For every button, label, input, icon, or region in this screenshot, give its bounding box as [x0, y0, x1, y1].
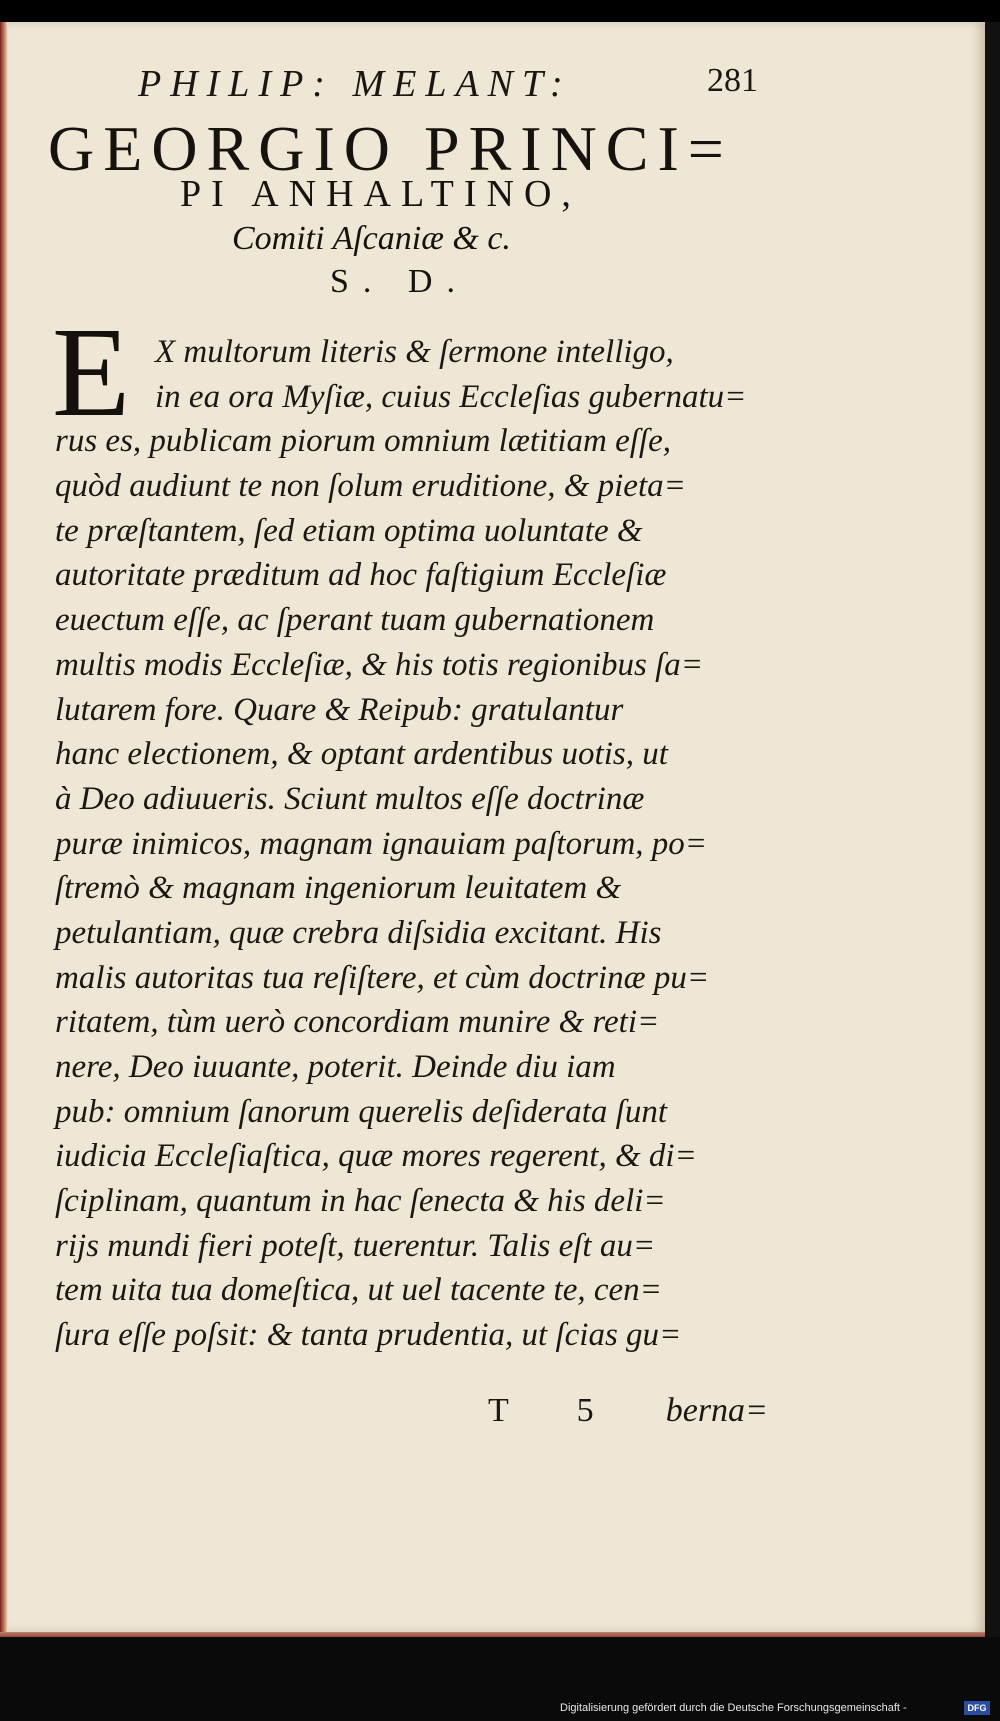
digitization-credit: Digitalisierung gefördert durch die Deutsche Forschungsgemeinschaft - [560, 1702, 907, 1714]
body-line: pub: omnium ſanorum querelis deſiderata ſunt [55, 1093, 667, 1130]
body-line: ſciplinam, quantum in hac ſenecta & his deli= [55, 1183, 666, 1220]
body-line: tem uita tua domeſtica, ut uel tacente te, cen= [55, 1272, 662, 1309]
body-line: iudicia Eccleſiaſtica, quæ mores regerent, & di= [55, 1138, 697, 1175]
body-line: multis modis Eccleſiæ, & his totis regionibus ſa= [55, 646, 704, 683]
body-line: ſtremò & magnam ingeniorum leuitatem & [55, 870, 622, 907]
drop-cap: E [52, 301, 131, 443]
body-line: petulantiam, quæ crebra diſsidia excitant. His [55, 914, 662, 951]
title-line-2: PI ANHALTINO, [180, 173, 581, 215]
body-line: euectum eſſe, ac ſperant tuam gubernationem [55, 602, 655, 639]
body-line: lutarem fore. Quare & Reipub: gratulantur [55, 691, 624, 728]
body-line: in ea ora Myſiæ, cuius Eccleſias gubernatu= [155, 378, 747, 415]
page-right-border [985, 22, 1000, 1637]
page-number: 281 [707, 62, 758, 99]
title-line-3: Comiti Aſcaniæ & c. [232, 220, 511, 257]
body-line: nere, Deo iuuante, poterit. Deinde diu iam [55, 1049, 616, 1085]
body-line: autoritate præditum ad hoc faſtigium Eccleſiæ [55, 557, 667, 594]
title-line-4: S. D. [330, 263, 469, 300]
body-line: puræ inimicos, magnam ignauiam paſtorum, po= [55, 825, 708, 862]
body-line: quòd audiunt te non ſolum eruditione, & pieta= [55, 468, 686, 505]
catchword: berna= [665, 1392, 768, 1429]
page-header [138, 62, 758, 112]
page-left-edge [0, 22, 8, 1637]
top-border [0, 0, 1000, 22]
title-line-1: GEORGIO PRINCI= [48, 113, 733, 184]
body-line: ritatem, tùm uerò concordiam munire & reti= [55, 1004, 660, 1041]
dfg-logo-icon: DFG [964, 1701, 990, 1715]
catchword-line [488, 1392, 768, 1436]
running-head: PHILIP: MELANT: [138, 63, 572, 105]
body-line: X multorum literis & ſermone intelligo, [155, 334, 674, 370]
body-line: te præſtantem, ſed etiam optima uoluntate & [55, 512, 643, 549]
body-line: ſura eſſe poſsit: & tanta prudentia, ut ſcias gu= [55, 1317, 682, 1354]
body-line: rijs mundi fieri poteſt, tuerentur. Talis eſt au= [55, 1227, 656, 1264]
body-line: rus es, publicam piorum omnium lætitiam eſſe, [55, 423, 671, 460]
body-line: malis autoritas tua reſiſtere, et cùm doctrinæ pu= [55, 959, 710, 996]
body-text [55, 330, 765, 1358]
body-line: à Deo adiuueris. Sciunt multos eſſe doctrinæ [55, 780, 645, 817]
signature-mark: T 5 [488, 1392, 624, 1429]
body-line: hanc electionem, & optant ardentibus uotis, ut [55, 736, 668, 773]
